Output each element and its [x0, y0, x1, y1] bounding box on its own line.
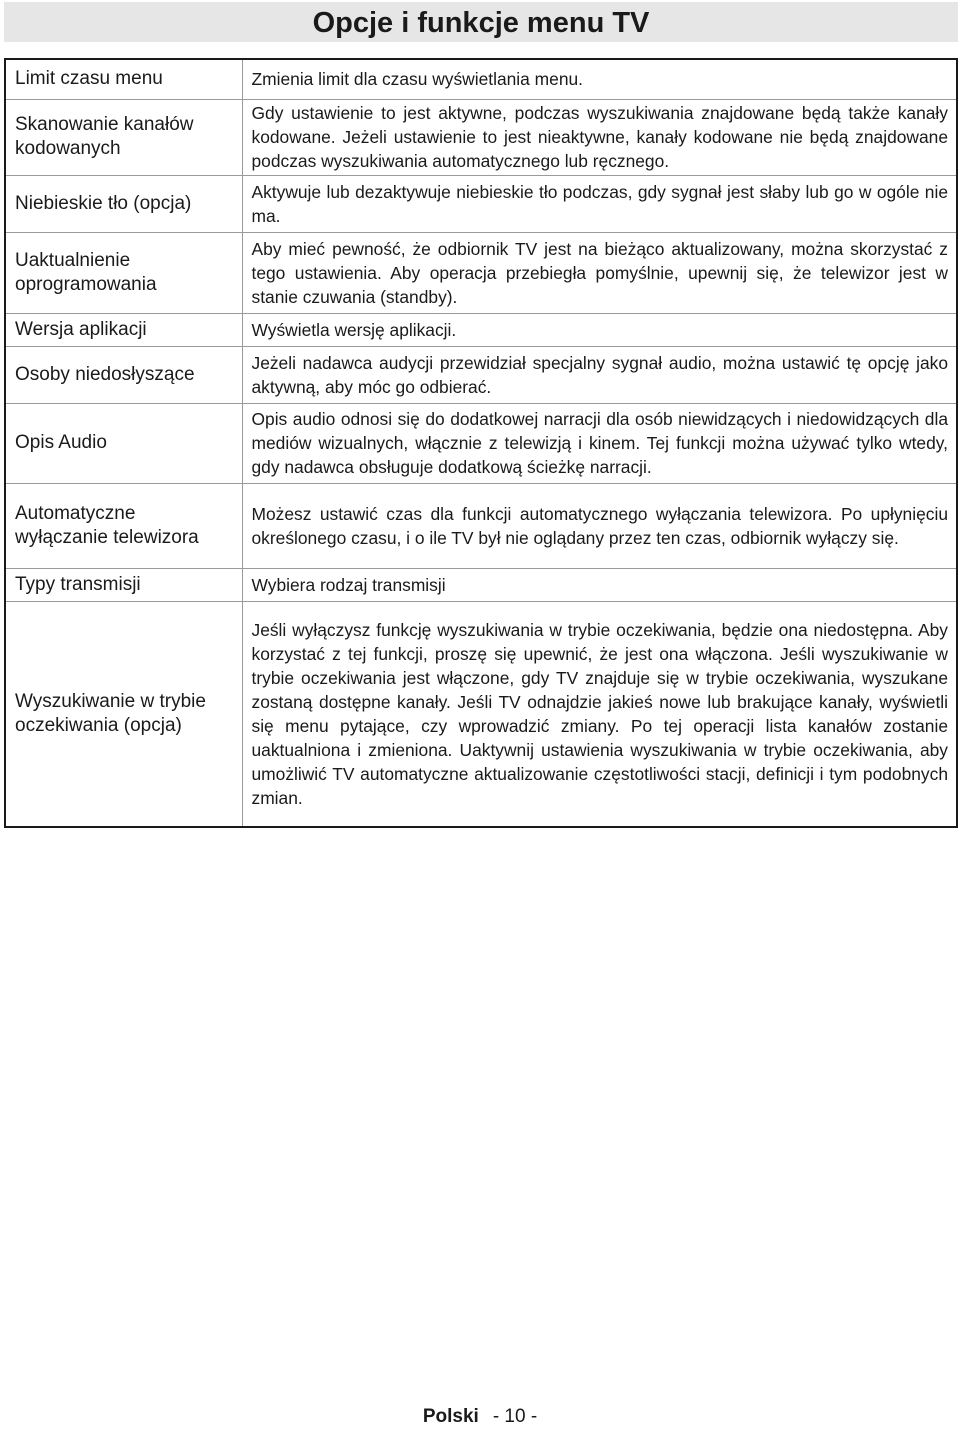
option-description: Wybiera rodzaj transmisji	[242, 568, 957, 601]
table-row	[5, 483, 957, 568]
table-row	[5, 346, 957, 403]
option-name: Wersja aplikacji	[5, 313, 242, 346]
option-description: Jeżeli nadawca audycji przewidział specjalny sygnał audio, można ustawić tę opcję jako aktywną, aby móc go odbierać.	[242, 346, 957, 403]
option-name: Wyszukiwanie w trybie oczekiwania (opcja)	[5, 601, 242, 827]
table-row	[5, 99, 957, 175]
option-name: Automatyczne wyłączanie telewizora	[5, 483, 242, 568]
table-row	[5, 59, 957, 99]
table-row	[5, 568, 957, 601]
option-name: Osoby niedosłyszące	[5, 346, 242, 403]
option-description: Możesz ustawić czas dla funkcji automatycznego wyłączania telewizora. Po upłynięciu określonego czasu, i o ile TV był nie oglądany przez ten czas, odbiornik wyłączy się.	[242, 483, 957, 568]
option-name: Limit czasu menu	[5, 59, 242, 99]
option-name: Typy transmisji	[5, 568, 242, 601]
option-description: Wyświetla wersję aplikacji.	[242, 313, 957, 346]
footer-language: Polski	[422, 1406, 479, 1427]
option-description: Aktywuje lub dezaktywuje niebieskie tło podczas, gdy sygnał jest słaby lub go w ogóle nie ma.	[242, 175, 957, 232]
option-description: Jeśli wyłączysz funkcję wyszukiwania w trybie oczekiwania, będzie ona niedostępna. Aby korzystać z tej funkcji, proszę się upewnić, że jest ona włączona. Jeśli wyszukiwanie w trybie oczekiwania jest włączone, gdy TV znajduje się w trybie oczekiwania, wyszukane zostaną dostępne kanały. Jeśli TV odnajdzie jakieś nowe lub brakujące kanały, wyświetli się menu pytające, czy wprowadzić zmiany. Po tej operacji lista kanałów zostanie uaktualniona i zmieniona. Uaktywnij ustawienia wyszukiwania w trybie oczekiwania, aby umożliwić TV automatyczne aktualizowanie częstotliwości stacji, definicji i tym podobnych zmian.	[242, 601, 957, 827]
option-description: Opis audio odnosi się do dodatkowej narracji dla osób niewidzących i niedowidzących dla mediów wizualnych, włącznie z telewizją i kinem. Tej funkcji można używać tylko wtedy, gdy nadawca obsługuje dodatkową ścieżkę narracji.	[242, 403, 957, 483]
table-row	[5, 403, 957, 483]
table-row	[5, 313, 957, 346]
option-description: Aby mieć pewność, że odbiornik TV jest na bieżąco aktualizowany, można skorzystać z tego ustawienia. Aby operacja przebiegła pomyślnie, upewnij się, że telewizor jest w stanie czuwania (standby).	[242, 232, 957, 313]
menu-options-table	[4, 58, 958, 828]
table-row	[5, 232, 957, 313]
option-name: Opis Audio	[5, 403, 242, 483]
option-name: Skanowanie kanałów kodowanych	[5, 99, 242, 175]
page-footer	[0, 1405, 960, 1429]
table-row	[5, 601, 957, 827]
option-description: Gdy ustawienie to jest aktywne, podczas wyszukiwania znajdowane będą także kanały kodowane. Jeżeli ustawienie to jest nieaktywne, kanały kodowane nie będą znajdowane podczas wyszukiwania automatycznego lub ręcznego.	[242, 99, 957, 175]
page-title: Opcje i funkcje menu TV	[312, 7, 650, 39]
option-description: Zmienia limit dla czasu wyświetlania menu.	[242, 59, 957, 99]
table-row	[5, 175, 957, 232]
option-name: Niebieskie tło (opcja)	[5, 175, 242, 232]
option-name: Uaktualnienie oprogramowania	[5, 232, 242, 313]
page-header	[4, 2, 958, 42]
page-number: - 10 -	[492, 1406, 538, 1427]
